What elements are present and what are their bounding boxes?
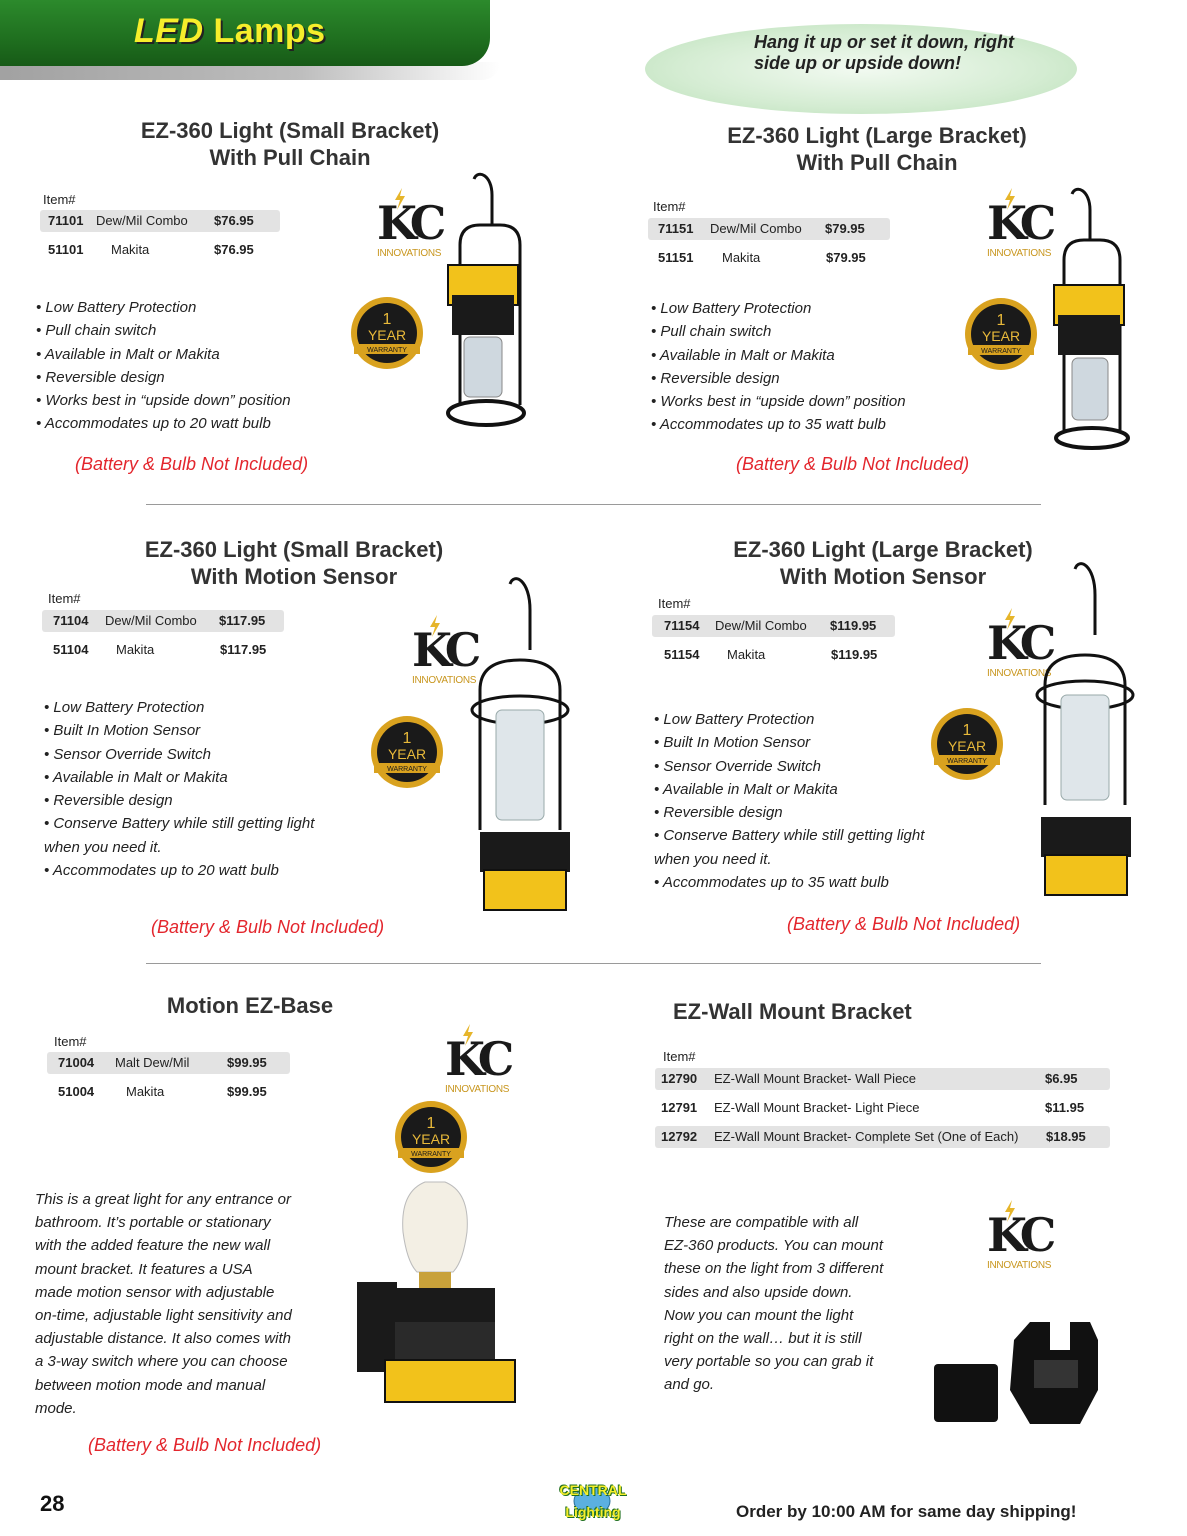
disclaimer-note: (Battery & Bulb Not Included) (151, 917, 385, 937)
disclaimer-note: (Battery & Bulb Not Included) (88, 1435, 322, 1455)
feature-list: • Low Battery Protection • Built In Motion Sensor • Sensor Override Switch • Available in Malt or Makita • Reversible design • Conserve Battery while still getting light when you need it. • Accommodates up to 20 watt bulb (44, 699, 315, 880)
item-label: Item# (43, 192, 76, 207)
central-lighting-logo (536, 1480, 648, 1522)
ez-base-light-image (355, 1172, 520, 1407)
warranty-number: 1 (382, 311, 392, 328)
product-title: EZ-360 Light (Large Bracket) With Motion Sensor (733, 537, 1033, 589)
table-row: 12792 EZ-Wall Mount Bracket- Complete Set (One of Each) $18.95 (655, 1126, 1110, 1148)
item-label: Item# (54, 1034, 87, 1049)
table-row: 51151 Makita $79.95 (658, 250, 866, 265)
table-row: 51104 Makita $117.95 (53, 642, 267, 657)
warranty-ribbon: WARRANTY (387, 766, 427, 773)
warranty-ribbon: WARRANTY (367, 347, 407, 354)
warranty-ribbon: WARRANTY (411, 1151, 451, 1158)
warranty-ribbon: WARRANTY (947, 758, 987, 765)
kc-innovations-logo: KC INNOVATIONS (375, 188, 455, 270)
product-title: Motion EZ-Base (166, 993, 334, 1018)
table-row: 51101 Makita $76.95 (48, 242, 254, 257)
table-row: 71104 Dew/Mil Combo $117.95 (42, 610, 284, 632)
warranty-badge-icon (394, 1100, 468, 1174)
table-row: 71004 Malt Dew/Mil $99.95 (47, 1052, 290, 1074)
warranty-year: YEAR (981, 328, 1021, 344)
item-label: Item# (663, 1049, 696, 1064)
motion-sensor-light-image (1025, 555, 1145, 900)
product-description: This is a great light for any entrance or bathroom. It’s portable or stationary with the added feature the new wall mount bracket. It features a USA made motion sensor with adjustable on-time, adjustable light sensitivity and adjustable distance. It also comes with a 3-way switch where you can choose between motion mode and manual mode. (35, 1191, 292, 1417)
kc-innovations-logo: KC INNOVATIONS (985, 188, 1065, 270)
shipping-notice: Order by 10:00 AM for same day shipping! (736, 1502, 1077, 1521)
table-row: 71151 Dew/Mil Combo $79.95 (648, 218, 890, 240)
page-number: 28 (40, 1491, 65, 1516)
product-title: EZ-Wall Mount Bracket (673, 999, 912, 1024)
feature-list: • Low Battery Protection • Built In Motion Sensor • Sensor Override Switch • Available in Malt or Makita • Reversible design • Conserve Battery while still getting light when you need it. • Accommodates up to 35 watt bulb (654, 711, 925, 892)
kc-innovations-logo: KC INNOVATIONS (985, 608, 1065, 690)
table-row: 71101 Dew/Mil Combo $76.95 (40, 210, 280, 232)
item-label: Item# (658, 596, 691, 611)
pull-chain-light-image (440, 165, 526, 445)
product-title: EZ-360 Light (Small Bracket) With Motion Sensor (144, 537, 444, 589)
warranty-year: YEAR (367, 327, 407, 343)
motion-sensor-light-image (460, 570, 580, 920)
warranty-number: 1 (426, 1115, 436, 1132)
table-row: 12790 EZ-Wall Mount Bracket- Wall Piece $6.95 (655, 1068, 1110, 1090)
slogan-text: Hang it up or set it down, right side up or upside down! (754, 32, 1014, 73)
table-row: 12791 EZ-Wall Mount Bracket- Light Piece $11.95 (661, 1100, 1085, 1115)
product-description: These are compatible with all EZ-360 products. You can mount these on the light from 3 different sides and also upside down. Now you can mount the light right on the wall… but it is still very portable so you can grab it and go. (664, 1214, 884, 1394)
table-row: 51004 Makita $99.95 (58, 1084, 267, 1099)
table-row: 51154 Makita $119.95 (664, 647, 878, 662)
product-title: EZ-360 Light (Large Bracket) With Pull Chain (727, 123, 1027, 175)
pull-chain-light-image (1050, 180, 1136, 460)
warranty-badge-icon (930, 707, 1004, 781)
item-label: Item# (653, 199, 686, 214)
warranty-year: YEAR (411, 1131, 451, 1147)
product-title: EZ-360 Light (Small Bracket) With Pull Chain (140, 118, 440, 170)
disclaimer-note: (Battery & Bulb Not Included) (736, 454, 970, 474)
kc-innovations-logo: KC INNOVATIONS (443, 1024, 523, 1106)
warranty-ribbon: WARRANTY (981, 348, 1021, 355)
wall-mount-bracket-image (930, 1320, 1100, 1430)
section-divider (146, 963, 1041, 964)
warranty-number: 1 (402, 730, 412, 747)
logo-bottom-text: Lighting (565, 1504, 621, 1520)
warranty-badge-icon (964, 297, 1038, 371)
warranty-number: 1 (962, 722, 972, 739)
section-divider (146, 504, 1041, 505)
feature-list: • Low Battery Protection • Pull chain switch • Available in Malt or Makita • Reversible design • Works best in “upside down” position • Accommodates up to 20 watt bulb (36, 299, 291, 433)
disclaimer-note: (Battery & Bulb Not Included) (75, 454, 309, 474)
kc-innovations-logo: KC INNOVATIONS (985, 1200, 1065, 1282)
warranty-year: YEAR (947, 738, 987, 754)
kc-innovations-logo: KC INNOVATIONS (410, 615, 490, 697)
warranty-year: YEAR (387, 746, 427, 762)
logo-top-text: CENTRAL (559, 1482, 627, 1498)
warranty-badge-icon (350, 296, 424, 370)
warranty-badge-icon (370, 715, 444, 789)
table-row: 71154 Dew/Mil Combo $119.95 (652, 615, 895, 637)
disclaimer-note: (Battery & Bulb Not Included) (787, 914, 1021, 934)
item-label: Item# (48, 591, 81, 606)
warranty-number: 1 (996, 312, 1006, 329)
feature-list: • Low Battery Protection • Pull chain switch • Available in Malt or Makita • Reversible design • Works best in “upside down” position • Accommodates up to 35 watt bulb (651, 300, 906, 434)
page-title: LED Lamps (134, 12, 326, 50)
